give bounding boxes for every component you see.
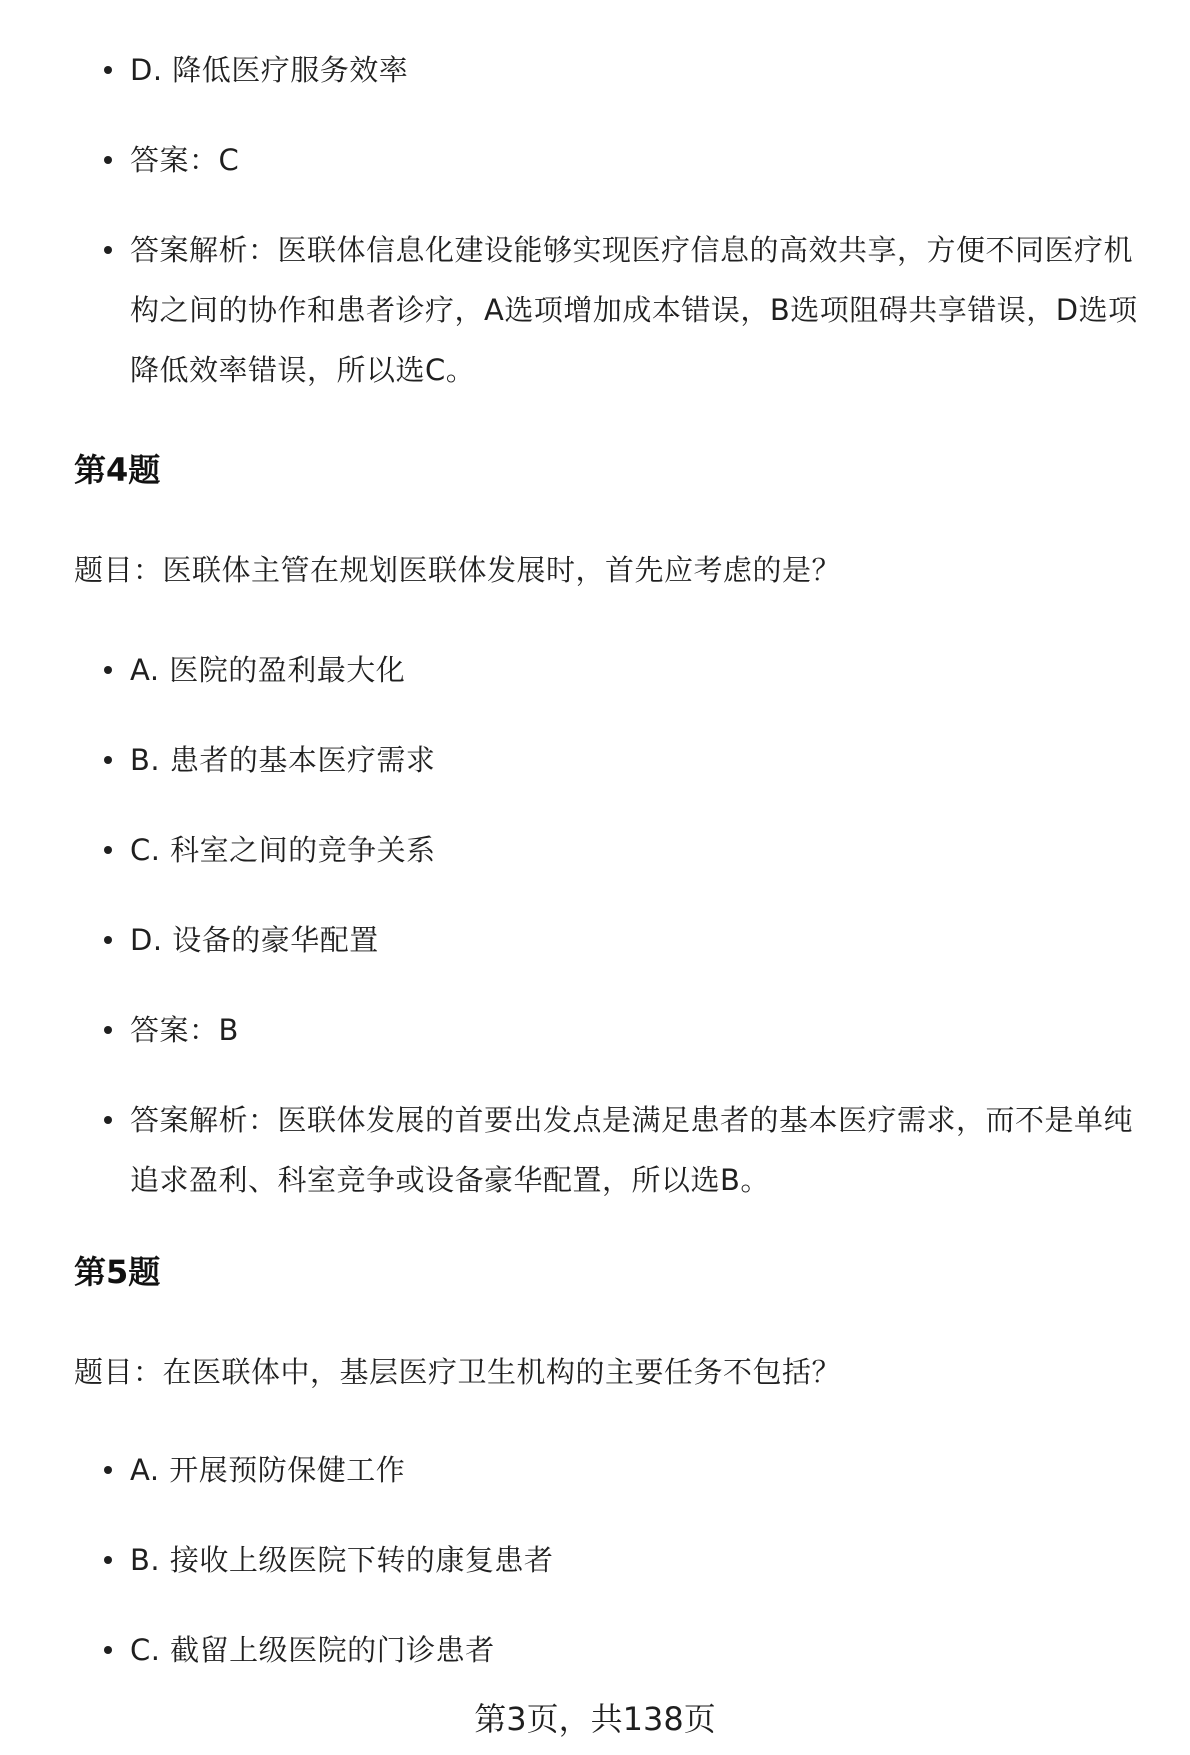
option-text: C. 截留上级医院的门诊患者 xyxy=(130,1633,495,1667)
answer-text: 答案：B xyxy=(130,1013,239,1047)
bullet xyxy=(104,936,112,944)
q5-option-c xyxy=(130,1620,1160,1680)
bullet xyxy=(104,1026,112,1034)
q4-option-d xyxy=(130,910,1160,970)
q5-option-a xyxy=(130,1440,1160,1500)
option-text: B. 患者的基本医疗需求 xyxy=(130,743,436,777)
q5-heading: 第5题 xyxy=(74,1253,161,1291)
q5-question: 题目：在医联体中，基层医疗卫生机构的主要任务不包括？ xyxy=(74,1355,842,1389)
option-text: A. 开展预防保健工作 xyxy=(130,1453,406,1487)
bullet xyxy=(104,1116,112,1124)
q4-option-b xyxy=(130,730,1160,790)
explanation-text: 答案解析：医联体信息化建设能够实现医疗信息的高效共享，方便不同医疗机构之间的协作和患者诊疗，A选项增加成本错误，B选项阻碍共享错误，D选项降低效率错误，所以选C。 xyxy=(130,233,1138,387)
q3-option-d xyxy=(130,40,1160,100)
q4-option-a xyxy=(130,640,1160,700)
bullet xyxy=(104,246,112,254)
option-text: B. 接收上级医院下转的康复患者 xyxy=(130,1543,554,1577)
q4-answer xyxy=(130,1000,1160,1060)
bullet xyxy=(104,756,112,764)
bullet xyxy=(104,1556,112,1564)
page-indicator: 第3页，共138页 xyxy=(474,1700,716,1738)
q3-explanation xyxy=(130,220,1160,400)
bullet xyxy=(104,1466,112,1474)
bullet xyxy=(104,156,112,164)
bullet xyxy=(104,1646,112,1654)
option-text: D. 设备的豪华配置 xyxy=(130,923,379,957)
q5-option-b xyxy=(130,1530,1160,1590)
q4-explanation xyxy=(130,1090,1160,1210)
answer-text: 答案：C xyxy=(130,143,240,177)
q3-answer xyxy=(130,130,1160,190)
q4-question: 题目：医联体主管在规划医联体发展时，首先应考虑的是？ xyxy=(74,553,842,587)
option-text: A. 医院的盈利最大化 xyxy=(130,653,406,687)
option-text: C. 科室之间的竞争关系 xyxy=(130,833,436,867)
bullet xyxy=(104,666,112,674)
q4-heading: 第4题 xyxy=(74,451,161,489)
bullet xyxy=(104,846,112,854)
option-text: D. 降低医疗服务效率 xyxy=(130,53,409,87)
q4-option-c xyxy=(130,820,1160,880)
explanation-text: 答案解析：医联体发展的首要出发点是满足患者的基本医疗需求，而不是单纯追求盈利、科室竞争或设备豪华配置，所以选B。 xyxy=(130,1103,1134,1197)
bullet xyxy=(104,66,112,74)
